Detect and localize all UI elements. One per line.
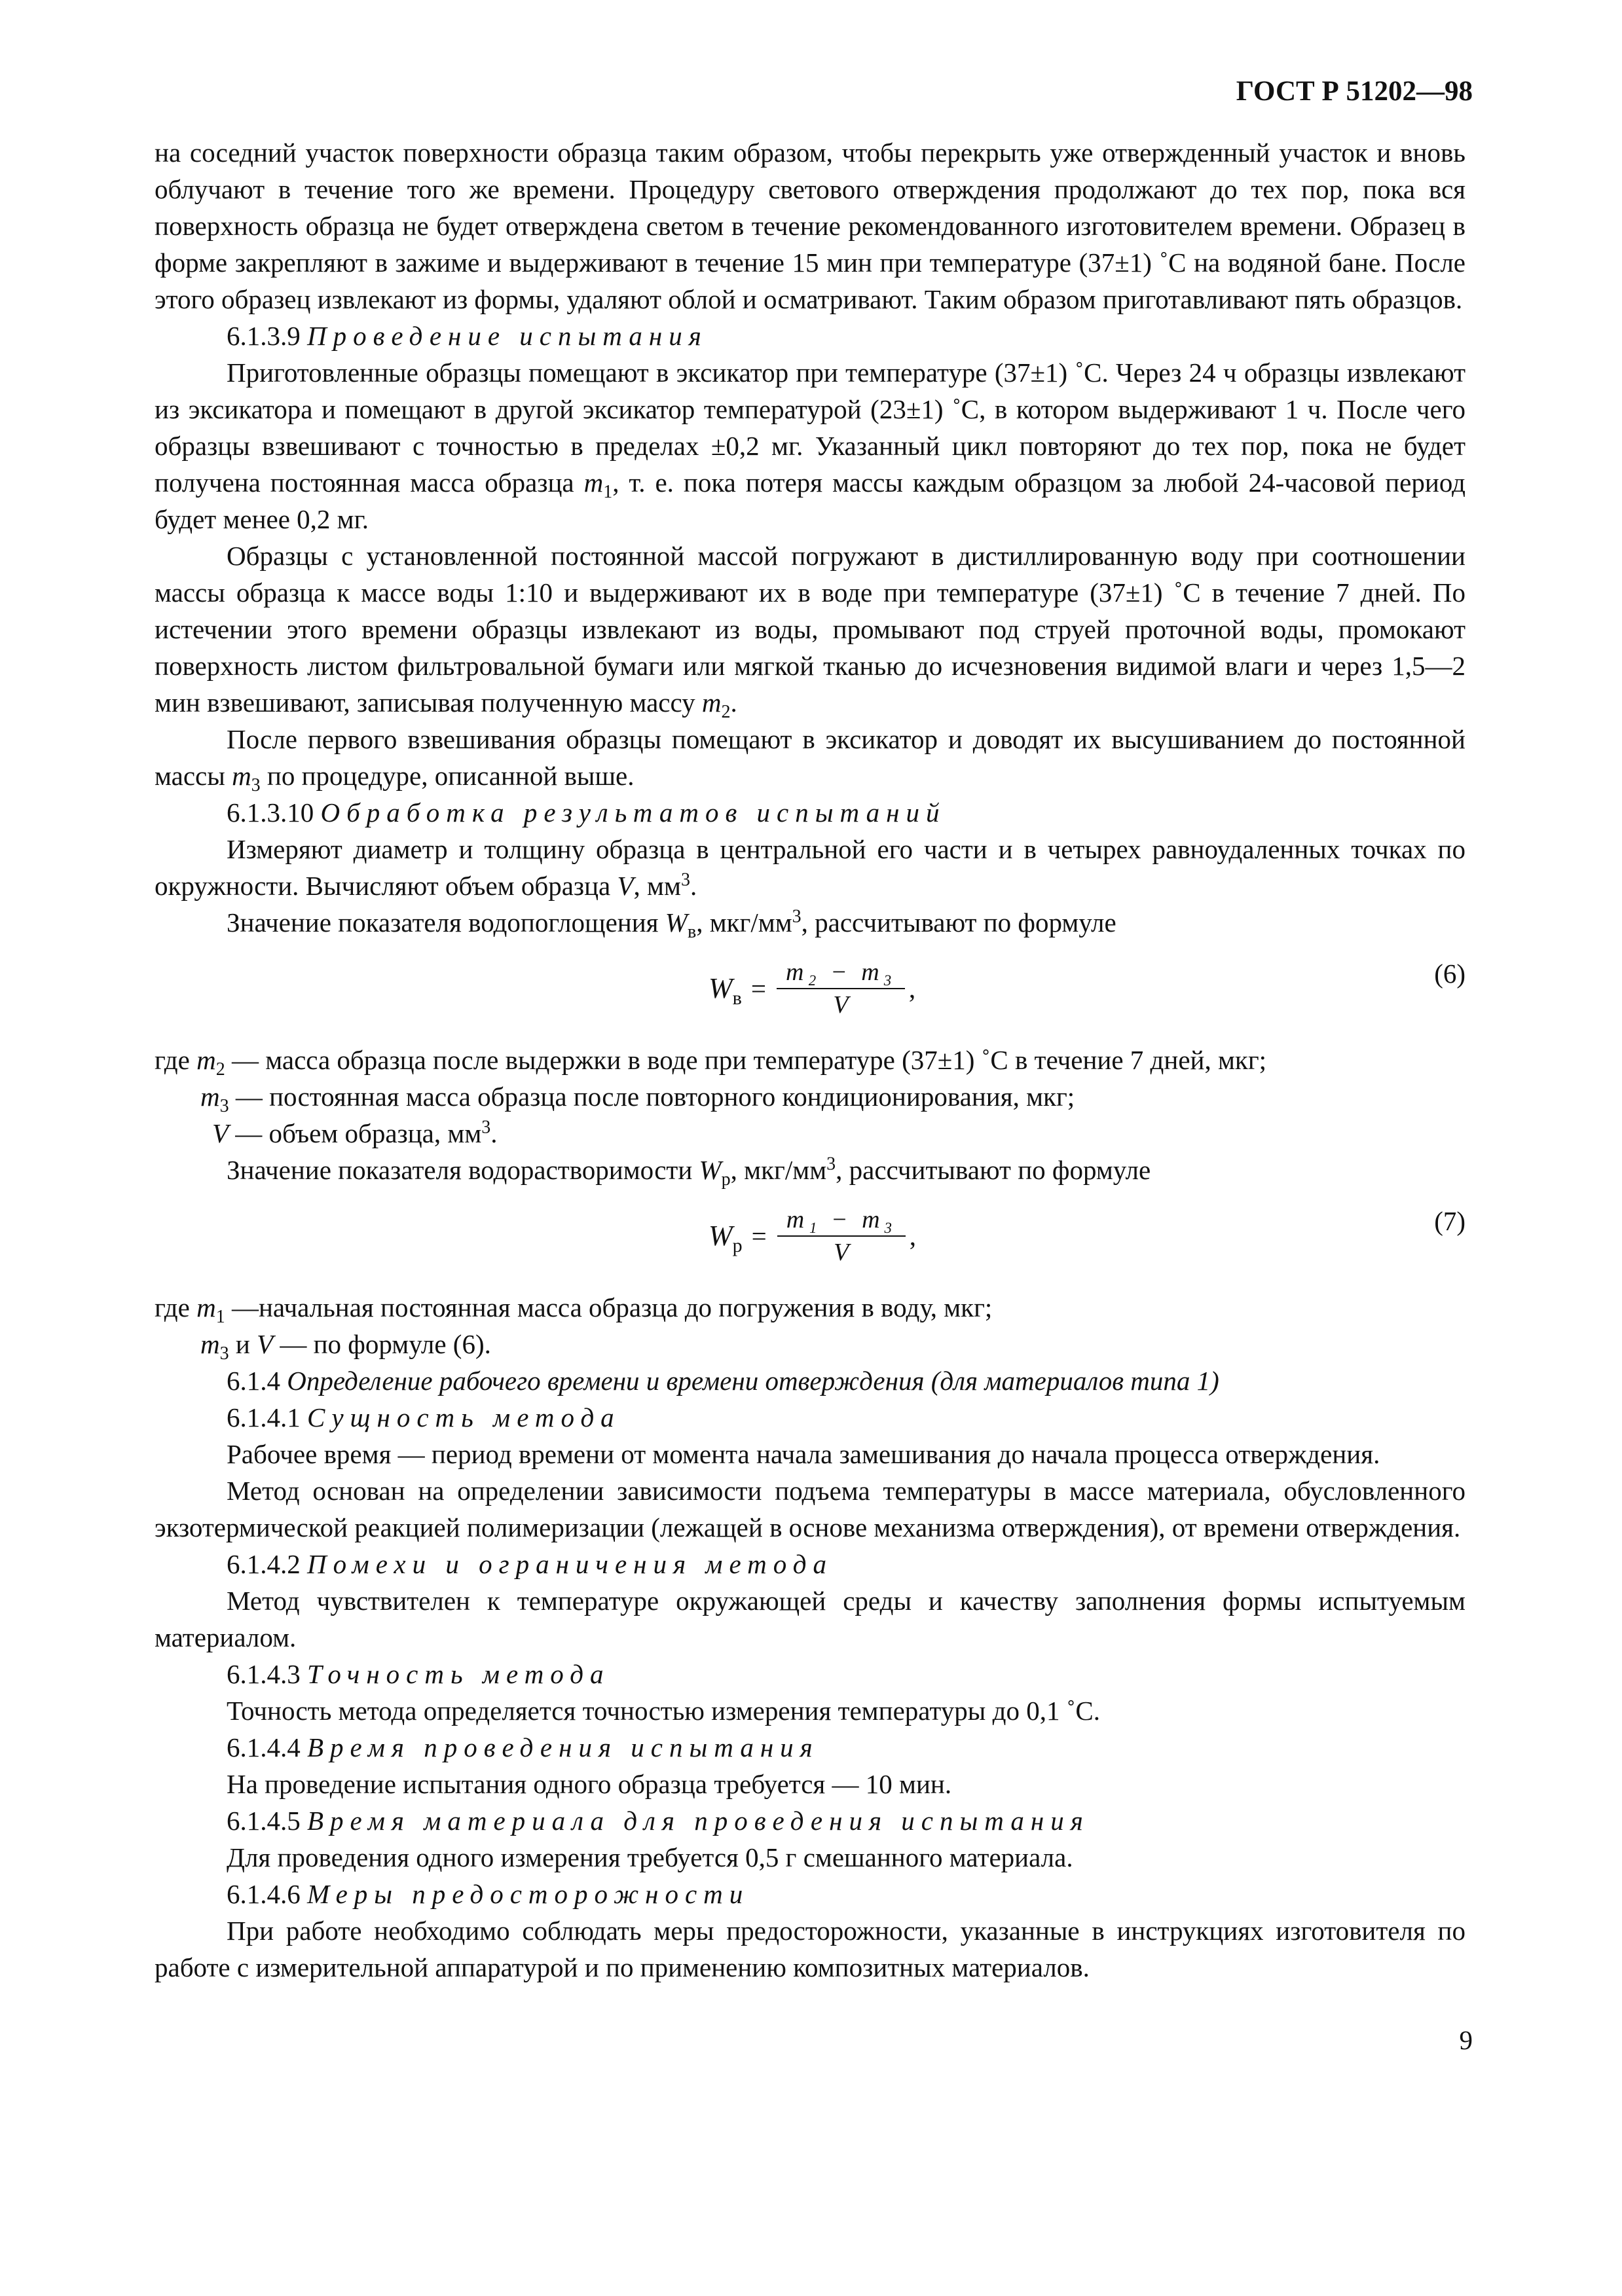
page-number: 9 [1459,2025,1473,2055]
formula-denominator: V [834,1239,849,1266]
section-heading-6-1-4-5: 6.1.4.5 Время материала для проведения испытания [227,1806,1090,1836]
paragraph: На проведение испытания одного образца требуется — 10 мин. [227,1769,952,1799]
formula-lhs: $W_р$ [709,1220,743,1256]
document-number: ГОСТ Р 51202—98 [1236,76,1473,107]
paragraph: Значение показателя водопоглощения $W_в$, мкг/$мм^3$, рассчитывают по формуле [227,906,1116,943]
formula-denominator: V [833,991,849,1019]
paragraph: Для проведения одного измерения требуется 0,5 г смешанного материала. [227,1842,1073,1872]
section-heading-6-1-4-3: 6.1.4.3 Точность метода [227,1659,610,1689]
paragraph: Рабочее время — период времени от момента начала замешивания до начала процесса отверждения. [227,1439,1380,1469]
paragraph: После первого взвешивания образцы помещают в эксикатор и доводят их высушиванием до постоянной массы $m_3$ по процедуре, описанной выше. [155,724,1465,796]
paragraph: Образцы с установленной постоянной массой погружают в дистиллированную воду при соотношении массы образца к массе воды 1:10 и выдерживают их в воде при температуре (37±1) ˚С в течение 7 дней. По истечении этого времени образцы извлекают из воды, промывают под струей проточной воды, промокают поверхность листом фильтровальной бумаги или мягкой тканью до исчезновения видимой влаги и через 1,5—2 мин взвешивают, записывая полученную массу $m_2$. [155,541,1465,723]
section-heading-6-1-3-9: 6.1.3.9 Проведение испытания [227,321,708,351]
paragraph: Метод чувствителен к температуре окружающей среды и качеству заполнения формы испытуемым материалом. [155,1586,1465,1652]
section-heading-6-1-3-10: 6.1.3.10 Обработка результатов испытаний [227,797,946,828]
paragraph: Приготовленные образцы помещают в эксикатор при температуре (37±1) ˚С. Через 24 ч образцы извлекают из эксикатора и помещают в другой эксикатор температурой (23±1) ˚С, в котором выдерживают 1 ч. После чего образцы взвешивают с точностью в пределах ±0,2 мг. Указанный цикл повторяют до тех пор, пока не будет получена постоянная масса образца $m_1$, т. е. пока потеря массы каждым образцом за любой 24-часовой период будет менее 0,2 мг. [155,357,1465,534]
where-line: где $m_1$ —начальная постоянная масса образца до погружения в воду, мкг; [155,1292,993,1328]
section-heading-6-1-4-4: 6.1.4.4 Время проведения испытания [227,1732,819,1762]
paragraph: Значение показателя водорастворимости $W_р$, мкг/$мм^3$, рассчитывают по формуле [227,1154,1151,1190]
paragraph: При работе необходимо соблюдать меры предосторожности, указанные в инструкциях изготовителя по работе с измерительной аппаратурой и по применению композитных материалов. [155,1916,1465,1982]
formula-number: (7) [1434,1206,1465,1236]
document-body [155,134,1465,1986]
formula-fraction [777,957,905,1021]
formula-fraction [777,1204,906,1268]
formula-number: (6) [1434,958,1465,989]
where-line: $m_3$ и V — по формуле (6). [200,1329,491,1364]
paragraph: Метод основан на определении зависимости подъема температуры в массе материала, обусловленного экзотермической реакцией полимеризации (лежащей в основе механизма отверждения), от времени отверждения. [155,1476,1465,1542]
formula-equals: = [751,1221,767,1251]
section-heading-6-1-4: 6.1.4 Определение рабочего времени и времени отверждения (для материалов типа 1) [227,1366,1219,1396]
paragraph: Точность метода определяется точностью измерения температуры до 0,1 ˚С. [227,1696,1100,1726]
where-line: где $m_2$ — масса образца после выдержки в воде при температуре (37±1) ˚С в течение 7 дней, мкг; [155,1045,1267,1080]
where-line: V — объем образца, $мм^3$. [212,1117,498,1148]
paragraph: Измеряют диаметр и толщину образца в центральной его части и в четырех равноудаленных точках по окружности. Вычисляют объем образца V, $мм^3$. [155,834,1465,901]
formula-7: $W_р$ = $\frac{\text{m₁ − m₃}}{V}$ , (7) [155,1197,1465,1275]
formula-6: $W_в$ = $\frac{\text{m₂ − m₃}}{V}$ , (6) [155,950,1465,1027]
section-heading-6-1-4-1: 6.1.4.1 Сущность метода [227,1402,621,1432]
formula-numerator: m₂ − m₃ [777,957,905,989]
formula-numerator: m₁ − m₃ [777,1204,906,1237]
formula-equals: = [750,974,766,1004]
paragraph: на соседний участок поверхности образца таким образом, чтобы перекрыть уже отвержденный участок и вновь облучают в течение того же времени. Процедуру светового отверждения продолжают до тех пор, пока вся поверхность образца не будет отверждена светом в течение рекомендованного изготовителем времени. Образец в форме закрепляют в зажиме и выдерживают в течение 15 мин при температуре (37±1) ˚С на водяной бане. После этого образец извлекают из формы, удаляют облой и осматривают. Таким образом приготавливают пять образцов. [155,137,1465,314]
section-heading-6-1-4-2: 6.1.4.2 Помехи и ограничения метода [227,1549,833,1579]
formula-lhs: $W_в$ [709,972,742,1009]
section-heading-6-1-4-6: 6.1.4.6 Меры предосторожности [227,1879,750,1909]
where-line: $m_3$ — постоянная масса образца после повторного кондиционирования, мкг; [200,1082,1075,1117]
